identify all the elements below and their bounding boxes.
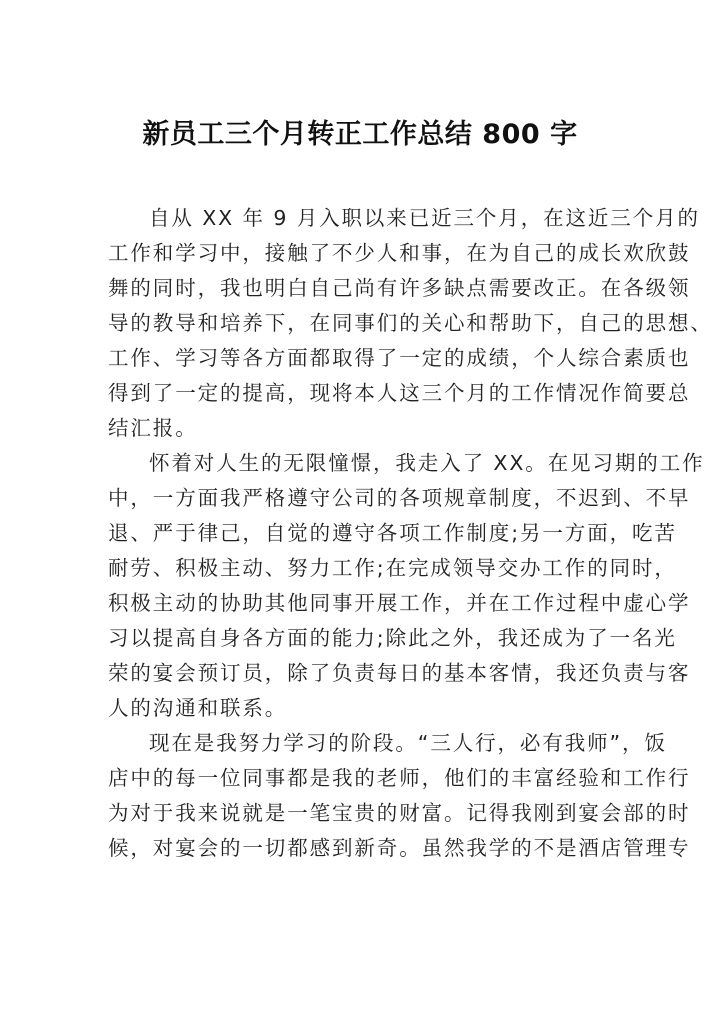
text-line: 候，对宴会的一切都感到新奇。虽然我学的不是酒店管理专 — [108, 836, 691, 860]
text-line: 店中的每一位同事都是我的老师，他们的丰富经验和工作行 — [108, 766, 691, 790]
text-line: 工作、学习等各方面都取得了一定的成绩，个人综合素质也 — [108, 346, 691, 370]
text-line: 积极主动的协助其他同事开展工作，并在工作过程中虚心学 — [108, 591, 691, 615]
text-line: 人的沟通和联系。 — [108, 696, 288, 720]
text-line: 结汇报。 — [108, 416, 198, 440]
text-line: 耐劳、积极主动、努力工作;在完成领导交办工作的同时， — [108, 556, 677, 580]
paragraph-2 — [108, 446, 705, 726]
text-line: 怀着对人生的无限憧憬，我走入了 XX。在见习期的工作 — [149, 451, 705, 475]
text-line: 退、严于律己，自觉的遵守各项工作制度;另一方面，吃苦 — [108, 521, 677, 545]
text-line: 为对于我来说就是一笔宝贵的财富。记得我刚到宴会部的时 — [108, 801, 691, 825]
text-line: 习以提高自身各方面的能力;除此之外，我还成为了一名光 — [108, 626, 677, 650]
text-line: 中，一方面我严格遵守公司的各项规章制度，不迟到、不早 — [108, 486, 691, 510]
text-line: 自从 XX 年 9 月入职以来已近三个月，在这近三个月的 — [149, 206, 700, 230]
text-line: 现在是我努力学习的阶段。“三人行，必有我师”，饭 — [149, 731, 667, 755]
paragraph-3 — [108, 726, 691, 866]
paragraph-1 — [108, 201, 713, 446]
text-line: 工作和学习中，接触了不少人和事，在为自己的成长欢欣鼓 — [108, 241, 691, 265]
text-line: 得到了一定的提高，现将本人这三个月的工作情况作简要总 — [108, 381, 691, 405]
text-line: 导的教导和培养下，在同事们的关心和帮助下，自己的思想、 — [108, 311, 713, 335]
text-line: 舞的同时，我也明白自己尚有许多缺点需要改正。在各级领 — [108, 276, 691, 300]
document-body — [108, 201, 713, 866]
document-title: 新员工三个月转正工作总结 800 字 — [142, 119, 578, 150]
text-line: 荣的宴会预订员，除了负责每日的基本客情，我还负责与客 — [108, 661, 691, 685]
